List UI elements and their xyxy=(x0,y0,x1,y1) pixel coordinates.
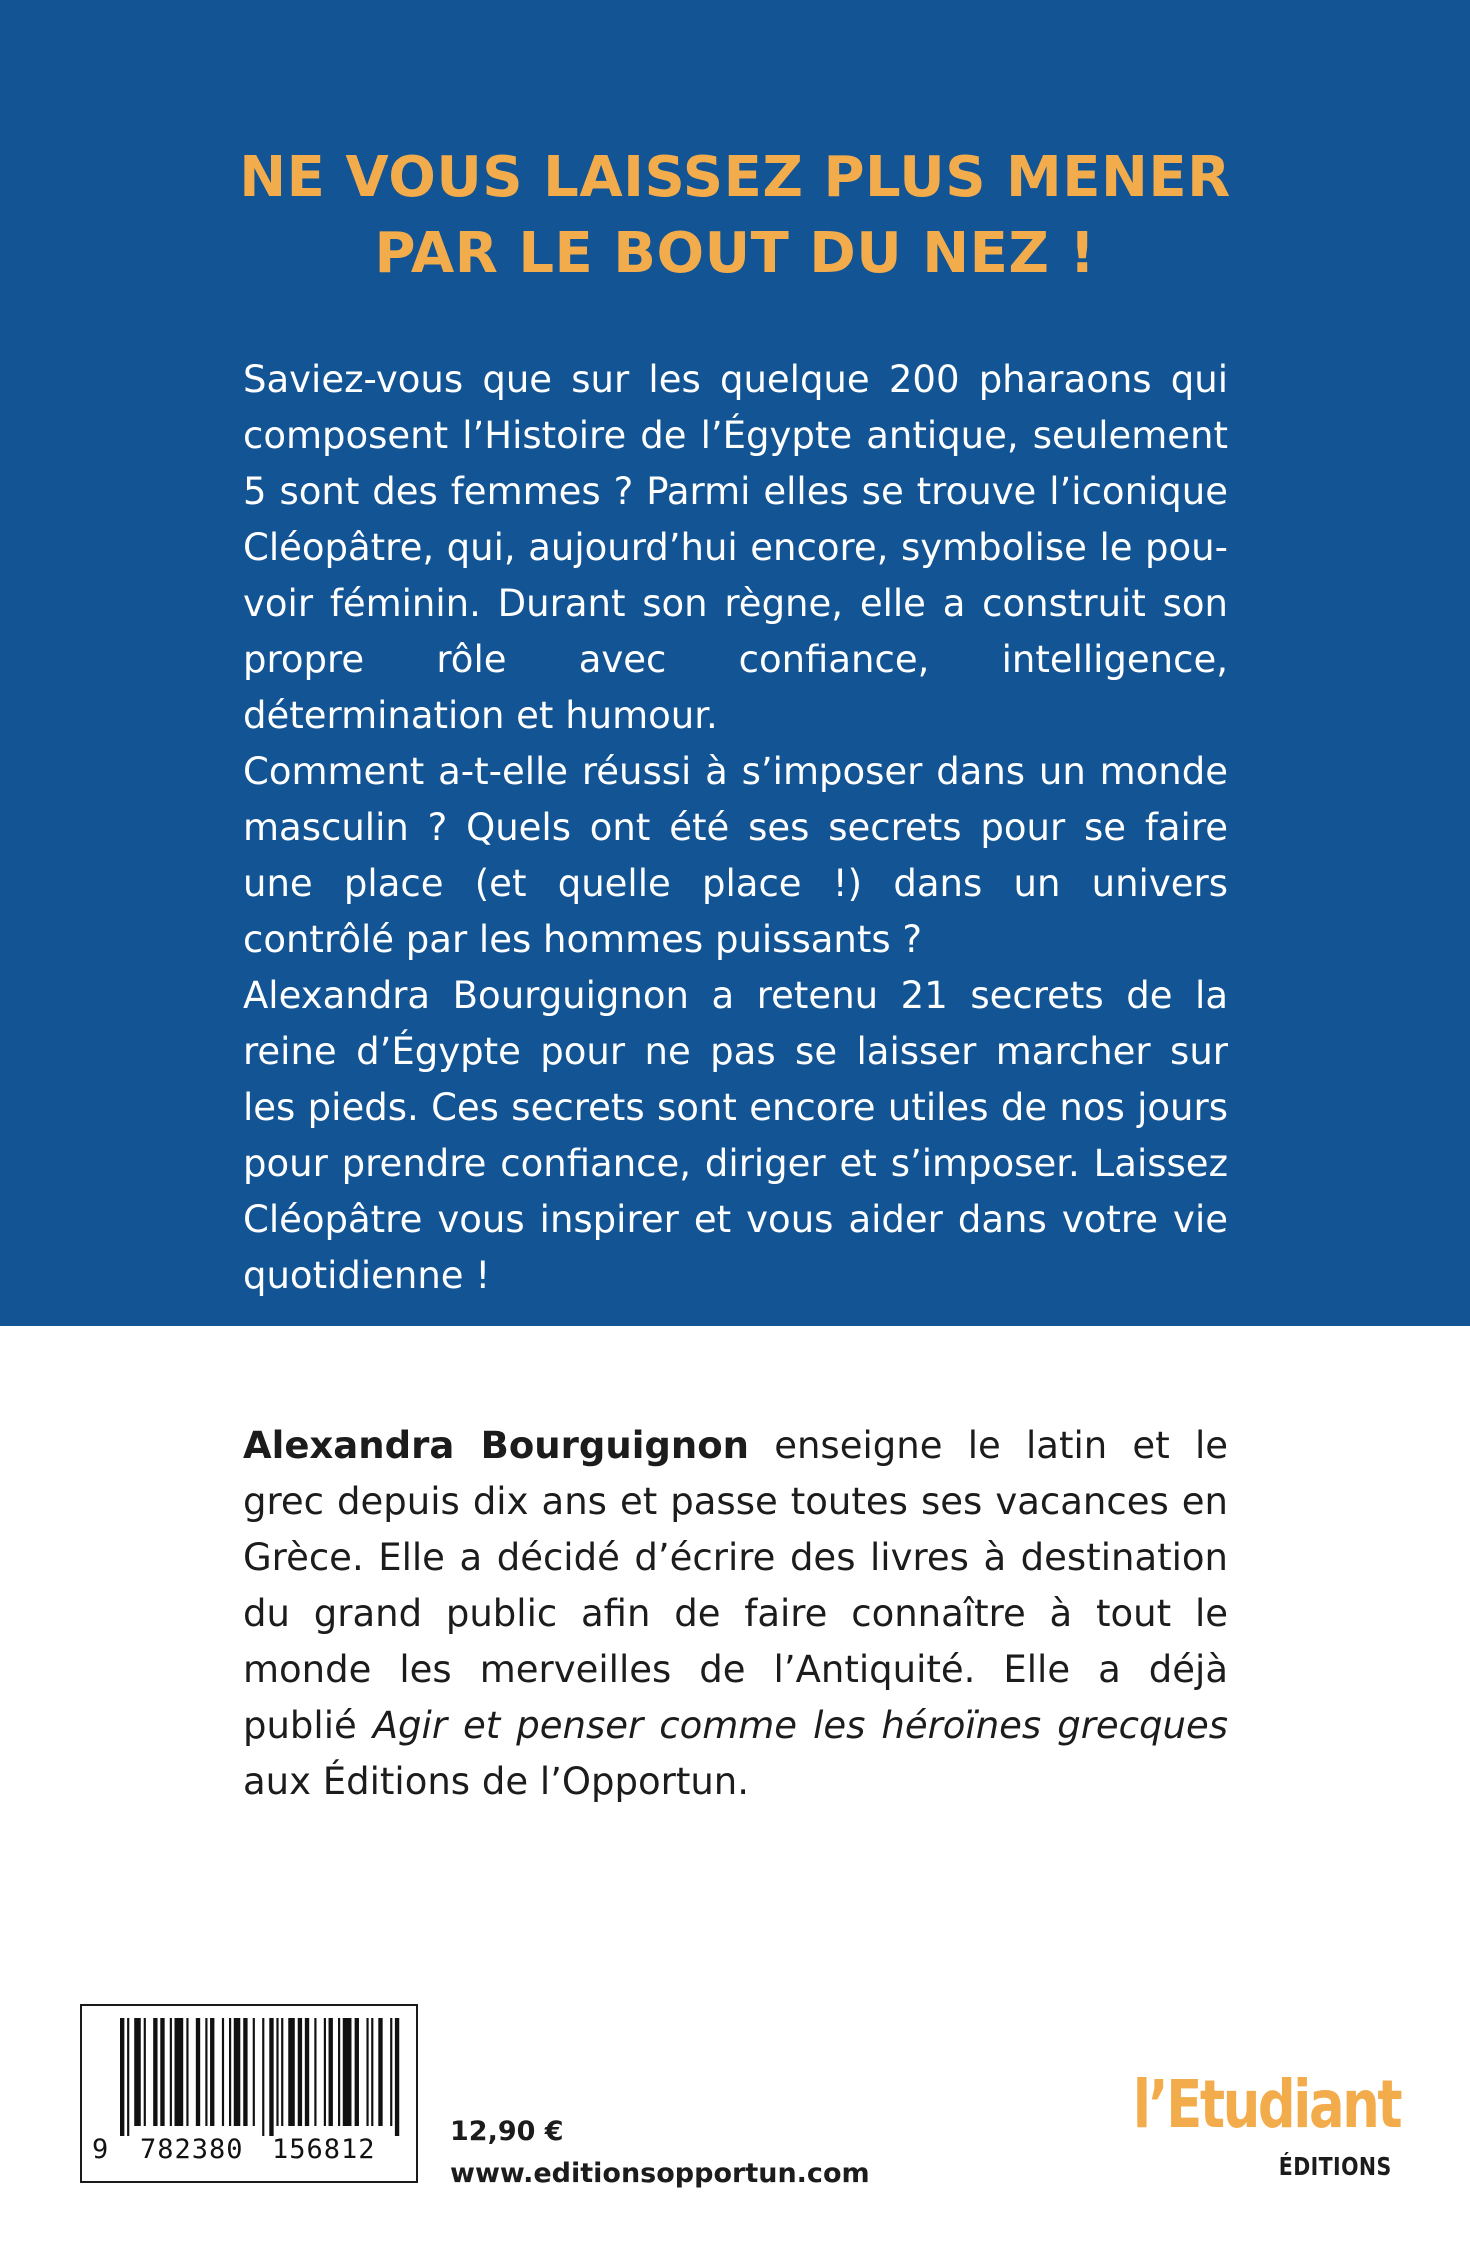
barcode-bar xyxy=(253,2018,255,2126)
barcode-bar xyxy=(329,2018,333,2126)
publisher-logo xyxy=(1110,2066,1400,2190)
barcode-bar xyxy=(160,2018,164,2126)
blurb-paragraph-2: Comment a-t-elle réussi à s’imposer dans un monde masculin ? Quels ont été ses secrets pour se faire une place (et quelle place !) dans un univers contrôlé par les hommes puissants ? xyxy=(243,750,1228,961)
back-cover-blurb xyxy=(243,352,1228,1304)
headline xyxy=(0,140,1470,292)
barcode-bar xyxy=(196,2018,200,2126)
barcode-bar xyxy=(243,2018,247,2126)
barcode-bar xyxy=(269,2018,273,2136)
barcode-bar xyxy=(298,2018,302,2126)
previous-book-title: Agir et penser comme les héroïnes grecques xyxy=(372,1704,1228,1747)
barcode-bar xyxy=(153,2018,157,2126)
barcode-bar xyxy=(262,2018,264,2136)
headline-line-2: PAR LE BOUT DU NEZ ! xyxy=(374,221,1096,286)
barcode-bar xyxy=(378,2018,382,2126)
barcode-bar xyxy=(234,2018,241,2126)
bio-text-part-2: aux Éditions de l’Opportun. xyxy=(243,1760,750,1803)
isbn-group-1: 782380 xyxy=(140,2134,244,2165)
isbn-first-digit: 9 xyxy=(92,2134,109,2165)
barcode-bar xyxy=(395,2018,399,2136)
barcode-bars xyxy=(120,2018,402,2136)
barcode-bar xyxy=(175,2018,184,2126)
barcode-bar xyxy=(276,2018,278,2126)
author-name: Alexandra Bourguignon xyxy=(243,1424,749,1467)
barcode-bar xyxy=(305,2018,309,2126)
barcode-bar xyxy=(324,2018,326,2126)
barcode-bar xyxy=(390,2018,392,2126)
author-bio xyxy=(243,1418,1228,1810)
barcode-bar xyxy=(366,2018,368,2126)
barcode-bar xyxy=(205,2018,207,2126)
barcode-bar xyxy=(288,2018,295,2126)
isbn-group-2: 156812 xyxy=(272,2134,376,2165)
barcode-bar xyxy=(186,2018,188,2126)
barcode-bar xyxy=(314,2018,316,2126)
barcode-bar xyxy=(120,2018,124,2136)
barcode-bar xyxy=(144,2018,146,2126)
publisher-logo-subtitle: ÉDITIONS xyxy=(1279,2152,1392,2181)
isbn-barcode xyxy=(80,2004,418,2183)
blurb-paragraph-3: Alexandra Bourguignon a retenu 21 secrets de la reine d’Égypte pour ne pas se laisser marcher sur les pieds. Ces secrets sont encore utiles de nos jours pour prendre confiance, diriger et s’imposer. Laissez Cléopâtre vous inspirer et vous aider dans votre vie quotidienne ! xyxy=(243,974,1228,1297)
barcode-bar xyxy=(343,2018,352,2126)
barcode-bar xyxy=(210,2018,214,2126)
isbn-number xyxy=(82,2134,416,2174)
headline-line-1: NE VOUS LAISSEZ PLUS MENER xyxy=(239,145,1231,210)
barcode-bar xyxy=(170,2018,172,2126)
barcode-bar xyxy=(134,2018,141,2126)
publisher-logo-wordmark: l’Etudiant xyxy=(1132,2066,1400,2143)
price: 12,90 € xyxy=(450,2116,564,2147)
blurb-paragraph-1: Saviez-vous que sur les quelque 200 pharaons qui composent l’Histoire de l’Égypte antique, seulement 5 sont des femmes ? Parmi elles se trouve l’iconique Cléopâtre, qui, aujourd’hui encore, symbolise le pouvoir féminin. Durant son règne, elle a construit son propre rôle avec confiance, intelligence, détermination et humour. xyxy=(243,358,1228,737)
publisher-website: www.editionsopportun.com xyxy=(450,2158,870,2189)
barcode-bar xyxy=(371,2018,373,2126)
barcode-bar xyxy=(338,2018,340,2126)
barcode-bar xyxy=(355,2018,359,2126)
barcode-bar xyxy=(281,2018,283,2126)
barcode-bar xyxy=(127,2018,129,2136)
barcode-bar xyxy=(222,2018,224,2126)
bio-text-part-1: enseigne le latin et le grec depuis dix ans et passe toutes ses vacances en Grèce. Elle a décidé d’écrire des livres à destination du grand public afin de faire connaître à tout le monde les merveilles de l’Antiquité. Elle a déjà publié xyxy=(243,1424,1228,1747)
barcode-bar xyxy=(229,2018,231,2126)
